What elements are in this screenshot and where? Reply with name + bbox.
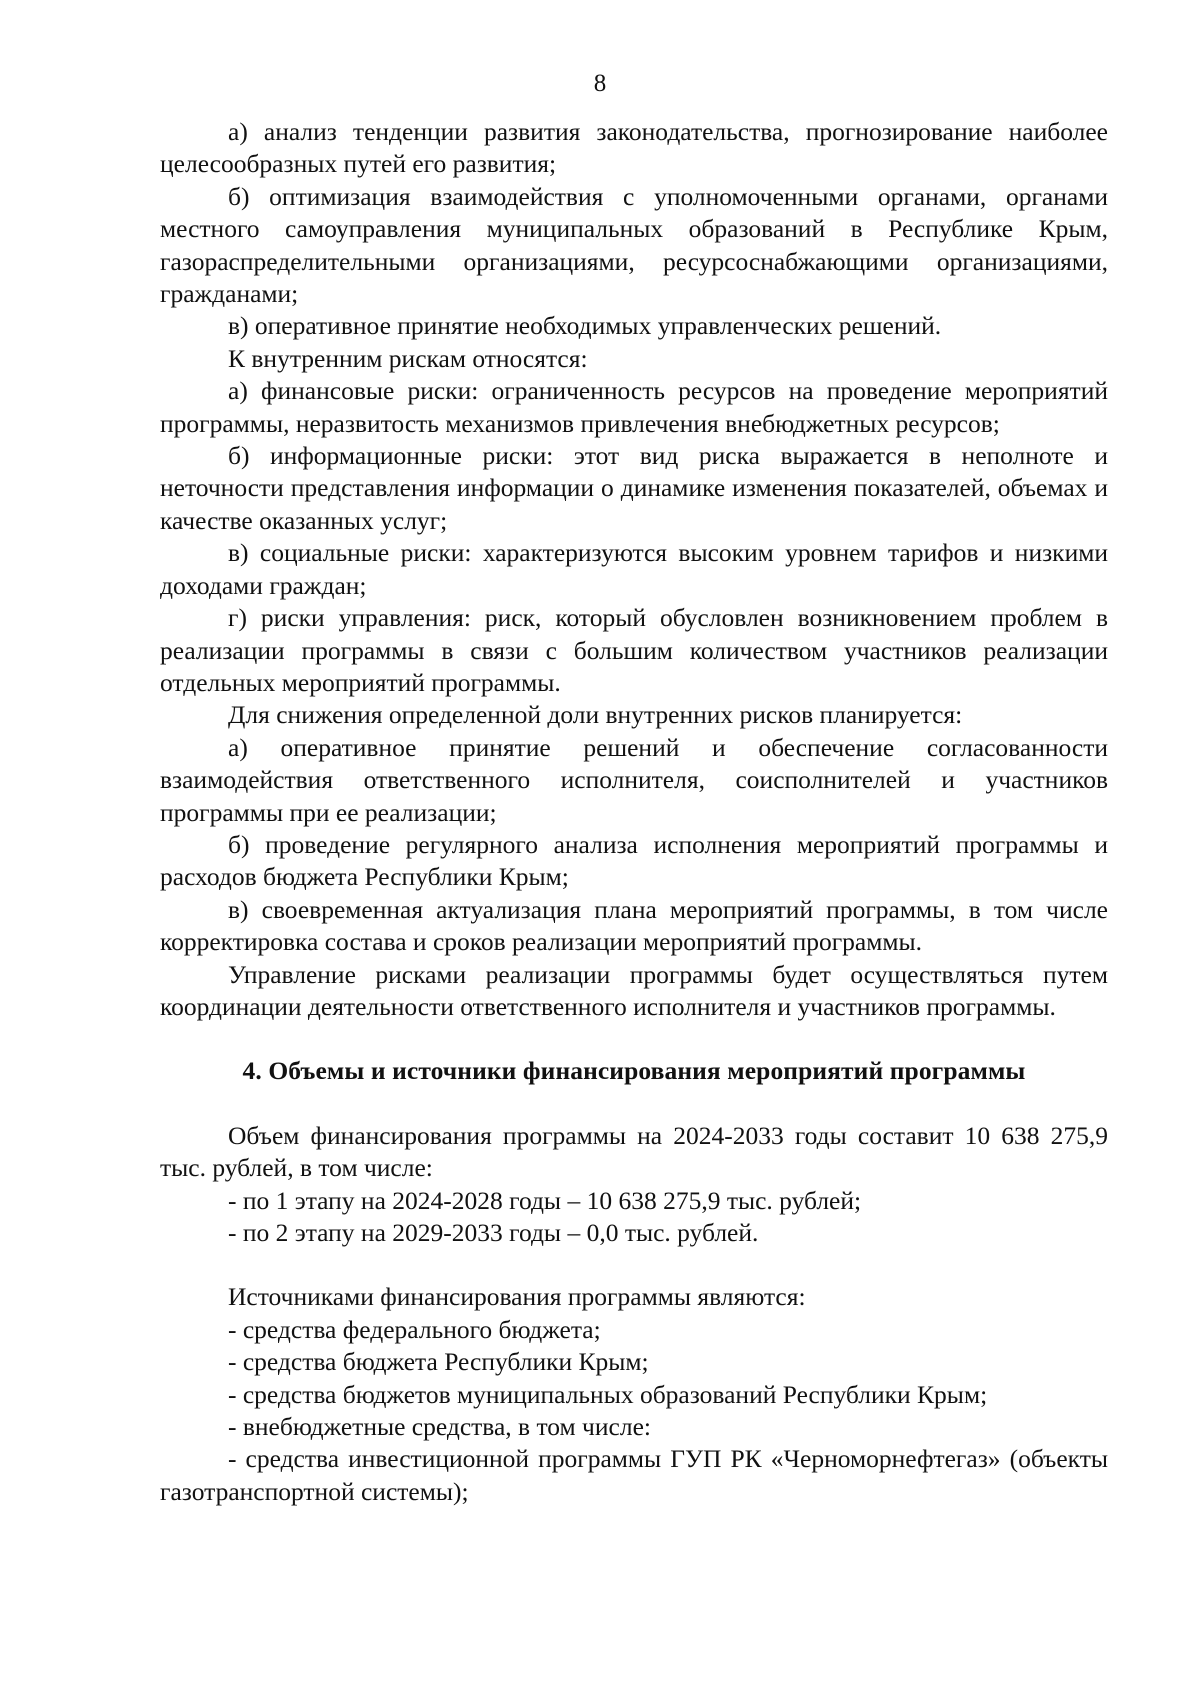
- paragraph-internal-mitigation-b: б) проведение регулярного анализа исполнения мероприятий программы и расходов бюджета Республики Крым;: [160, 829, 1108, 892]
- paragraph-risk-mitigation-a: а) анализ тенденции развития законодательства, прогнозирование наиболее целесообразных путей его развития;: [160, 117, 1108, 179]
- source-item: - внебюджетные средства, в том числе:: [228, 1412, 651, 1442]
- paragraph-social-risks: в) социальные риски: характеризуются высоким уровнем тарифов и низкими доходами граждан;: [160, 538, 1108, 600]
- paragraph-management-risks: г) риски управления: риск, который обусловлен возникновением проблем в реализации программы в связи с большим количеством участников реализации отдельных мероприятий программы.: [160, 603, 1108, 697]
- paragraph-internal-mitigation-c: в) своевременная актуализация плана мероприятий программы, в том числе корректировка состава и сроков реализации мероприятий программы.: [160, 894, 1108, 957]
- source-item: - средства бюджета Республики Крым;: [228, 1347, 649, 1377]
- source-item: - средства федерального бюджета;: [228, 1314, 601, 1344]
- paragraph-risk-management: Управление рисками реализации программы будет осуществляться путем координации деятельности ответственного исполнителя и участников программы.: [160, 959, 1108, 1021]
- page-number: 8: [593, 70, 607, 97]
- document-body: [160, 116, 1108, 1508]
- paragraph-internal-mitigation-intro: Для снижения определенной доли внутренних рисков планируется:: [228, 700, 963, 730]
- source-item: - средства инвестиционной программы ГУП РК «Черноморнефтегаз» (объекты газотранспортной системы);: [160, 1444, 1108, 1506]
- financing-stage-2: - по 2 этапу на 2029-2033 годы – 0,0 тыс. рублей.: [228, 1218, 759, 1247]
- financing-intro: Объем финансирования программы на 2024-2033 годы составит 10 638 275,9 тыс. рублей, в том числе:: [160, 1120, 1108, 1183]
- section-heading: 4. Объемы и источники финансирования мероприятий программы: [242, 1056, 1026, 1086]
- paragraph-risk-mitigation-c: в) оперативное принятие необходимых управленческих решений.: [228, 311, 942, 341]
- paragraph-information-risks: б) информационные риски: этот вид риска выражается в неполноте и неточности представления информации о динамике изменения показателей, объемах и качестве оказанных услуг;: [160, 441, 1108, 535]
- sources-intro: Источниками финансирования программы являются:: [228, 1282, 806, 1312]
- source-item: - средства бюджетов муниципальных образований Республики Крым;: [228, 1379, 988, 1409]
- paragraph-risk-mitigation-b: б) оптимизация взаимодействия с уполномоченными органами, органами местного самоуправления муниципальных образований в Республике Крым, газораспределительными организациями, ресурсоснабжающими организациями, гражданами;: [160, 181, 1108, 309]
- paragraph-internal-mitigation-a: а) оперативное принятие решений и обеспечение согласованности взаимодействия ответственного исполнителя, соисполнителей и участников программы при ее реализации;: [160, 732, 1108, 827]
- paragraph-internal-risks-intro: К внутренним рискам относятся:: [228, 343, 588, 373]
- paragraph-financial-risks: а) финансовые риски: ограниченность ресурсов на проведение мероприятий программы, неразвитость механизмов привлечения внебюджетных ресурсов;: [160, 376, 1108, 438]
- financing-stage-1: - по 1 этапу на 2024-2028 годы – 10 638 275,9 тыс. рублей;: [228, 1185, 862, 1215]
